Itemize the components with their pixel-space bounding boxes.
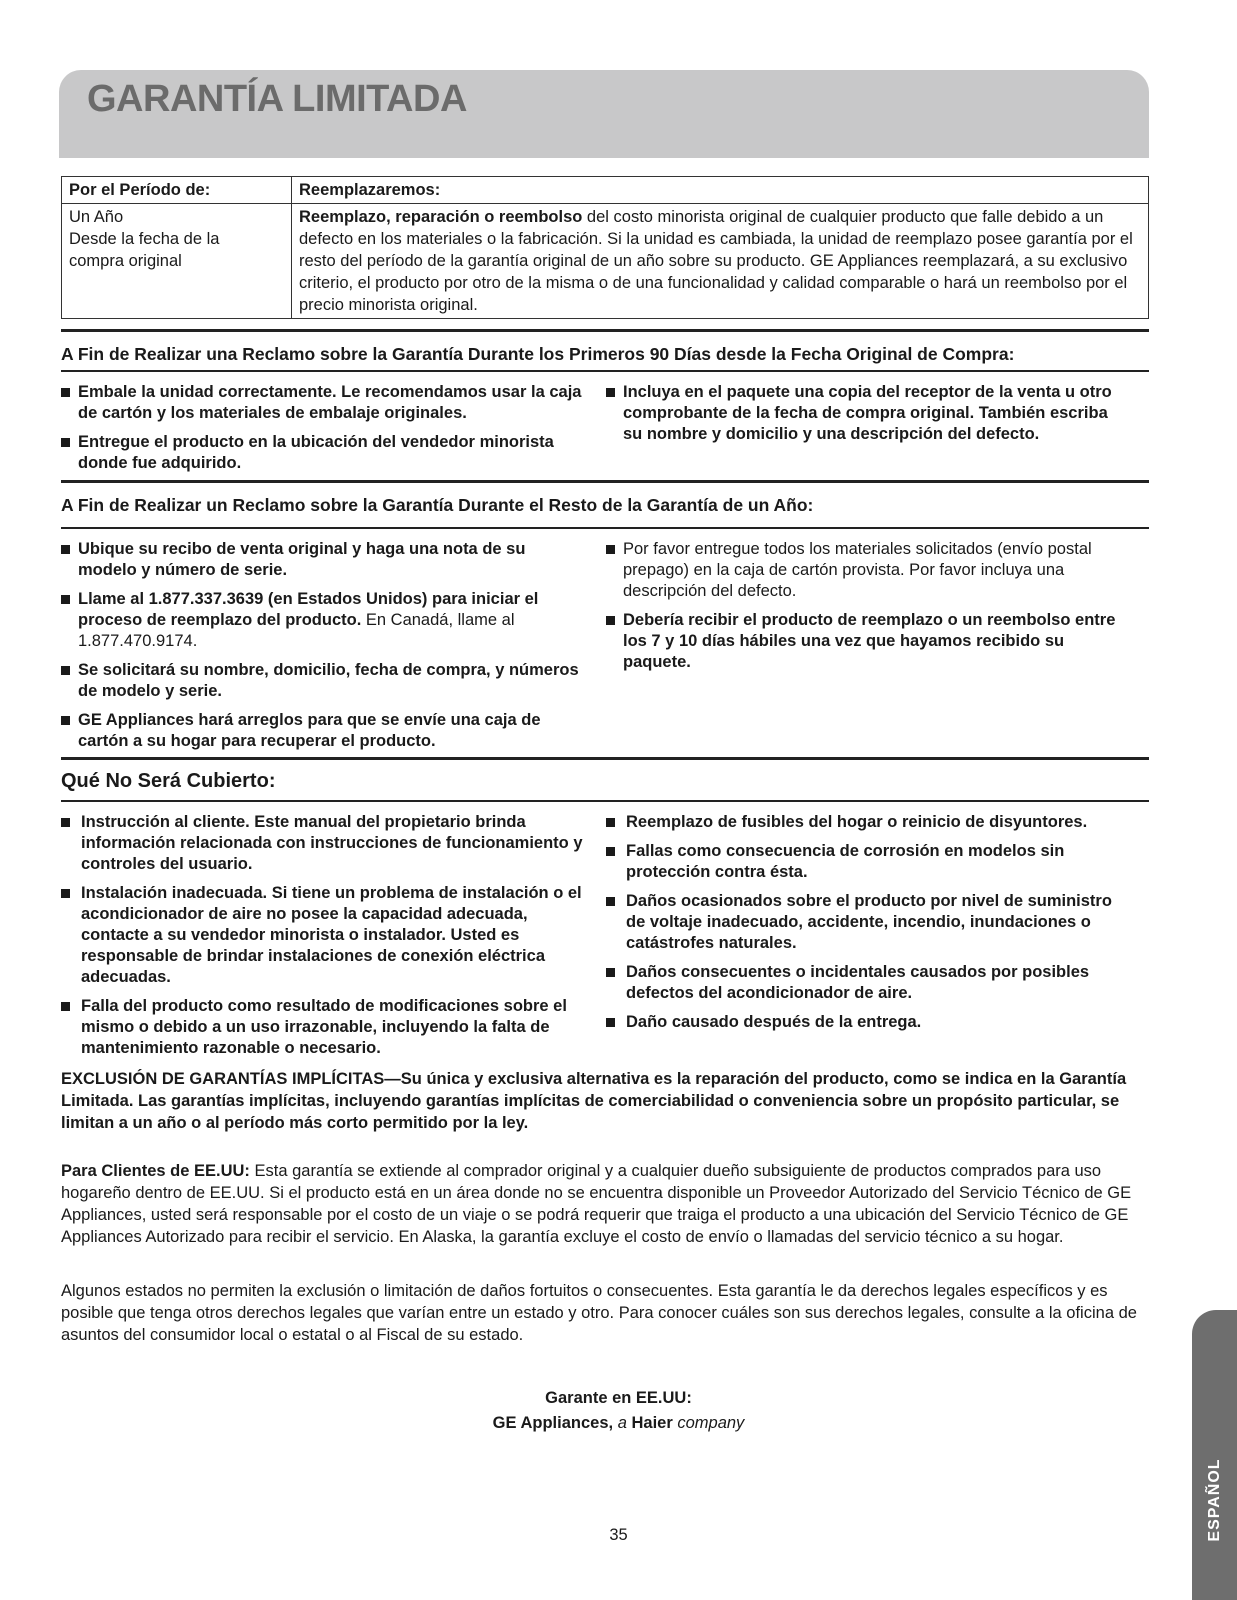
table-header-period: Por el Período de: bbox=[62, 177, 292, 204]
guarantor-label: Garante en EE.UU: bbox=[545, 1389, 692, 1407]
list-item-text: Daños ocasionados sobre el producto por nivel de suministro de voltaje inadecuado, accidente, incendio, inundaciones o catástrofes naturales. bbox=[626, 892, 1112, 952]
bullet-square-icon bbox=[606, 968, 615, 977]
states-paragraph: Algunos estados no permiten la exclusión o limitación de daños fortuitos o consecuentes. Esta garantía le da derechos legales específicos y es posible que tenga otros derechos legales que varían entre un estado y otro. Para conocer cuáles son sus derechos legales, consulte a la oficina de asuntos del consumidor local o estatal o al Fiscal de su estado. bbox=[61, 1282, 1137, 1344]
table-row bbox=[62, 204, 1149, 319]
section-rule bbox=[61, 480, 1149, 483]
list-item-text: Daños consecuentes o incidentales causados por posibles defectos del acondicionador de aire. bbox=[626, 963, 1090, 1002]
list-item bbox=[606, 610, 1131, 673]
section2-right-column bbox=[606, 539, 1131, 681]
period-line: Un Año bbox=[69, 208, 124, 226]
company-name: GE Appliances, bbox=[492, 1414, 614, 1432]
list-item-text: Incluya en el paquete una copia del receptor de la venta u otro comprobante de la fecha de compra original. También escriba su nombre y domicilio y una descripción del defecto. bbox=[623, 383, 1112, 443]
list-item bbox=[61, 996, 586, 1059]
section-heading-not-covered: Qué No Será Cubierto: bbox=[61, 770, 276, 792]
list-item-text: Se solicitará su nombre, domicilio, fecha de compra, y números de modelo y serie. bbox=[78, 661, 579, 700]
section-divider bbox=[61, 527, 1149, 529]
list-item bbox=[61, 660, 586, 702]
list-item bbox=[606, 962, 1131, 1004]
list-item-text: Daño causado después de la entrega. bbox=[626, 1013, 922, 1031]
period-line: Desde la fecha de la bbox=[69, 230, 220, 248]
language-tab-label: ESPAÑOL bbox=[1205, 1458, 1223, 1542]
list-item bbox=[61, 710, 586, 752]
list-item-text: Reemplazo de fusibles del hogar o reinicio de disyuntores. bbox=[626, 813, 1088, 831]
section-heading-rest-of-year: A Fin de Realizar un Reclamo sobre la Garantía Durante el Resto de la Garantía de un Año: bbox=[61, 495, 814, 515]
bullet-square-icon bbox=[606, 616, 615, 625]
bullet-square-icon bbox=[606, 1018, 615, 1027]
page-number: 35 bbox=[609, 1526, 628, 1544]
header-band bbox=[59, 70, 1149, 158]
list-item bbox=[606, 891, 1131, 954]
list-item bbox=[606, 539, 1131, 602]
list-item-text: GE Appliances hará arreglos para que se envíe una caja de cartón a su hogar para recuperar el producto. bbox=[78, 711, 541, 750]
section-rule bbox=[61, 329, 1149, 332]
company-word: company bbox=[677, 1414, 745, 1432]
list-item-text: Ubique su recibo de venta original y haga una nota de su modelo y número de serie. bbox=[78, 540, 526, 579]
list-item-text: Instrucción al cliente. Este manual del propietario brinda información relacionada con instrucciones de funcionamiento y controles del usuario. bbox=[81, 813, 583, 873]
bullet-square-icon bbox=[606, 847, 615, 856]
us-customers-paragraph bbox=[61, 1160, 1149, 1248]
us-customers-label: Para Clientes de EE.UU: bbox=[61, 1162, 250, 1180]
list-item-text: Por favor entregue todos los materiales solicitados (envío postal prepago) en la caja de cartón provista. Por favor incluya una descripción del defecto. bbox=[623, 540, 1092, 600]
table-header-replace: Reemplazaremos: bbox=[292, 177, 1149, 204]
list-item bbox=[61, 382, 586, 424]
coverage-bold: Reemplazo, reparación o reembolso bbox=[299, 208, 583, 226]
list-item-text: En Canadá, llame al 1.877.470.9174. bbox=[78, 611, 515, 650]
implied-warranty-exclusion: EXCLUSIÓN DE GARANTÍAS IMPLÍCITAS—Su única y exclusiva alternativa es la reparación del producto, como se indica en la Garantía Limitada. Las garantías implícitas, incluyendo garantías implícitas de comerciabilidad o conveniencia sobre un propósito particular, se limitan a un año o al período más corto permitido por la ley. bbox=[61, 1070, 1127, 1132]
company-article: a bbox=[617, 1414, 627, 1432]
list-item-text: Fallas como consecuencia de corrosión en modelos sin protección contra ésta. bbox=[626, 842, 1065, 881]
guarantor-block bbox=[0, 1386, 1237, 1436]
section-divider bbox=[61, 370, 1149, 372]
bullet-square-icon bbox=[61, 666, 70, 675]
us-customers-text: Esta garantía se extiende al comprador original y a cualquier dueño subsiguiente de productos comprados para uso hogareño dentro de EE.UU. Si el producto está en un área donde no se encuentra disponible un Proveedor Autorizado del Servicio Técnico de GE Appliances, usted será responsable por el costo de un viaje o se podrá requerir que traiga el producto a una ubicación del Servicio Técnico de GE Appliances Autorizado para recibir el servicio. En Alaska, la garantía excluye el costo de envío o llamadas del servicio técnico a su hogar. bbox=[61, 1162, 1132, 1246]
list-item bbox=[61, 883, 586, 988]
table-header-row bbox=[62, 177, 1149, 204]
period-cell bbox=[62, 204, 292, 319]
list-item bbox=[606, 382, 1131, 445]
list-item bbox=[606, 812, 1131, 833]
bullet-square-icon bbox=[61, 889, 70, 898]
list-item-text: Llame al 1.877.337.3639 (en Estados Unidos) para iniciar el proceso de reemplazo del producto. bbox=[78, 590, 539, 629]
bullet-square-icon bbox=[61, 818, 70, 827]
period-line: compra original bbox=[69, 252, 182, 270]
bullet-square-icon bbox=[61, 545, 70, 554]
bullet-square-icon bbox=[606, 897, 615, 906]
list-item bbox=[61, 812, 586, 875]
bullet-square-icon bbox=[61, 716, 70, 725]
language-tab bbox=[1192, 1310, 1237, 1600]
list-item-text: Entregue el producto en la ubicación del vendedor minorista donde fue adquirido. bbox=[78, 433, 554, 472]
list-item-text: Falla del producto como resultado de modificaciones sobre el mismo o debido a un uso irrazonable, incluyendo la falta de mantenimiento razonable o necesario. bbox=[81, 997, 567, 1057]
parent-company-name: Haier bbox=[631, 1414, 673, 1432]
section1-left-column bbox=[61, 382, 586, 482]
bullet-square-icon bbox=[61, 438, 70, 447]
coverage-text: del costo minorista original de cualquier producto que falle debido a un defecto en los materiales o la fabricación. Si la unidad es cambiada, la unidad de reemplazo posee garantía por el resto del período de la garantía original de un año sobre su producto. GE Appliances reemplazará, a su exclusivo criterio, el producto por otro de la misma o de una funcionalidad y calidad comparable o hará un reembolso por el precio minorista original. bbox=[299, 208, 1133, 314]
bullet-square-icon bbox=[61, 388, 70, 397]
section-heading-90-days: A Fin de Realizar una Reclamo sobre la Garantía Durante los Primeros 90 Días desde la Fecha Original de Compra: bbox=[61, 344, 1015, 364]
list-item bbox=[606, 841, 1131, 883]
coverage-cell bbox=[292, 204, 1149, 319]
list-item bbox=[61, 589, 586, 652]
list-item bbox=[606, 1012, 1131, 1033]
page-title: GARANTÍA LIMITADA bbox=[87, 78, 467, 120]
list-item-text: Instalación inadecuada. Si tiene un problema de instalación o el acondicionador de aire no posee la capacidad adecuada, contacte a su vendedor minorista o instalador. Usted es responsable de brindar instalaciones de conexión eléctrica adecuadas. bbox=[81, 884, 582, 986]
section-rule bbox=[61, 757, 1149, 760]
bullet-square-icon bbox=[606, 545, 615, 554]
list-item bbox=[61, 539, 586, 581]
list-item-text: Embale la unidad correctamente. Le recomendamos usar la caja de cartón y los materiales de embalaje originales. bbox=[78, 383, 582, 422]
section2-left-column bbox=[61, 539, 586, 760]
bullet-square-icon bbox=[606, 818, 615, 827]
list-item bbox=[61, 432, 586, 474]
bullet-square-icon bbox=[606, 388, 615, 397]
section3-right-column bbox=[606, 812, 1131, 1041]
section1-right-column bbox=[606, 382, 1131, 453]
bullet-square-icon bbox=[61, 1002, 70, 1011]
section-divider bbox=[61, 800, 1149, 802]
section3-left-column bbox=[61, 812, 586, 1067]
bullet-square-icon bbox=[61, 595, 70, 604]
list-item-text: Debería recibir el producto de reemplazo o un reembolso entre los 7 y 10 días hábiles una vez que hayamos recibido su paquete. bbox=[623, 611, 1116, 671]
warranty-table bbox=[61, 176, 1149, 319]
guarantor-company bbox=[0, 1411, 1237, 1436]
